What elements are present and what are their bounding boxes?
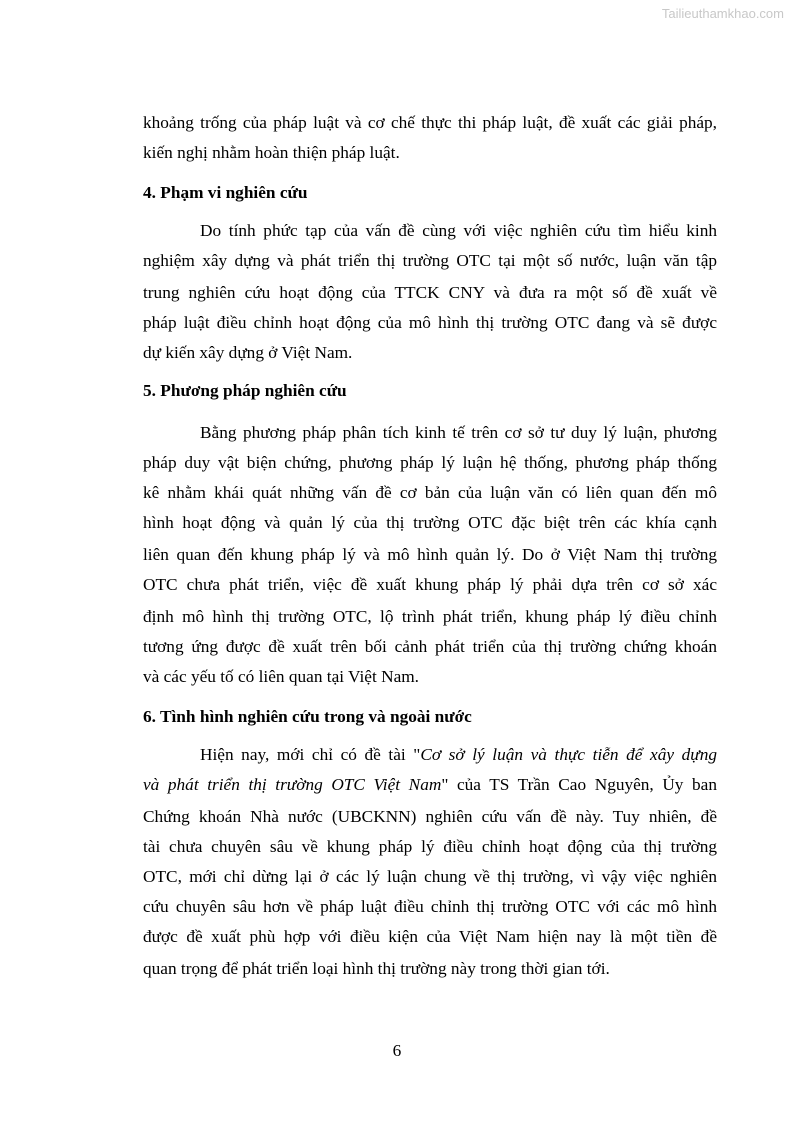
paragraph-line: dự kiến xây dựng ở Việt Nam. — [143, 343, 353, 362]
paragraph-line: kê nhằm khái quát những vấn đề cơ bản của luận văn có liên quan đến mô — [143, 483, 717, 502]
paragraph-line: hình hoạt động và quản lý của thị trường OTC đặc biệt trên các khía cạnh — [143, 513, 717, 532]
paragraph-line: pháp duy vật biện chứng, phương pháp lý luận hệ thống, phương pháp thống — [143, 453, 717, 472]
paragraph-line: được đề xuất phù hợp với điều kiện của Việt Nam hiện nay là một tiền đề — [143, 927, 717, 946]
paragraph-line: tài chưa chuyên sâu về khung pháp lý điều chỉnh hoạt động của thị trường — [143, 837, 717, 856]
paragraph-line: quan trọng để phát triển loại hình thị trường này trong thời gian tới. — [143, 959, 610, 978]
section-heading: 4. Phạm vi nghiên cứu — [143, 183, 308, 202]
paragraph-line: và phát triển thị trường OTC Việt Nam" của TS Trần Cao Nguyên, Ủy ban — [143, 775, 717, 794]
paragraph-line: nghiệm xây dựng và phát triển thị trường OTC tại một số nước, luận văn tập — [143, 251, 717, 270]
paragraph-line: định mô hình thị trường OTC, lộ trình phát triển, khung pháp lý điều chỉnh — [143, 607, 717, 626]
watermark: Tailieuthamkhao.com — [661, 6, 784, 21]
page-number: 6 — [392, 1041, 402, 1060]
paragraph-line: OTC chưa phát triển, việc đề xuất khung pháp lý phải dựa trên cơ sở xác — [143, 575, 717, 594]
paragraph-line: Hiện nay, mới chỉ có đề tài "Cơ sở lý luận và thực tiễn để xây dựng — [200, 745, 717, 764]
paragraph-line: trung nghiên cứu hoạt động của TTCK CNY và đưa ra một số đề xuất về — [143, 283, 717, 302]
paragraph-line: khoảng trống của pháp luật và cơ chế thực thi pháp luật, đề xuất các giải pháp, — [143, 113, 717, 132]
paragraph-line: kiến nghị nhằm hoàn thiện pháp luật. — [143, 143, 400, 162]
section-heading: 5. Phương pháp nghiên cứu — [143, 381, 347, 400]
paragraph-line: pháp luật điều chỉnh hoạt động của mô hình thị trường OTC đang và sẽ được — [143, 313, 717, 332]
paragraph-line: Do tính phức tạp của vấn đề cùng với việc nghiên cứu tìm hiểu kinh — [200, 221, 717, 240]
paragraph-line: liên quan đến khung pháp lý và mô hình quản lý. Do ở Việt Nam thị trường — [143, 545, 717, 564]
paragraph-line: OTC, mới chỉ dừng lại ở các lý luận chung về thị trường, vì vậy việc nghiên — [143, 867, 717, 886]
paragraph-line: Chứng khoán Nhà nước (UBCKNN) nghiên cứu vấn đề này. Tuy nhiên, đề — [143, 807, 717, 826]
paragraph-line: và các yếu tố có liên quan tại Việt Nam. — [143, 667, 420, 686]
section-heading: 6. Tình hình nghiên cứu trong và ngoài nước — [143, 707, 472, 726]
paragraph-line: tương ứng được đề xuất trên bối cảnh phát triển của thị trường chứng khoán — [143, 637, 717, 656]
paragraph-line: Bằng phương pháp phân tích kinh tế trên cơ sở tư duy lý luận, phương — [200, 423, 717, 442]
paragraph-line: cứu chuyên sâu hơn về pháp luật điều chỉnh thị trường OTC với các mô hình — [143, 897, 717, 916]
